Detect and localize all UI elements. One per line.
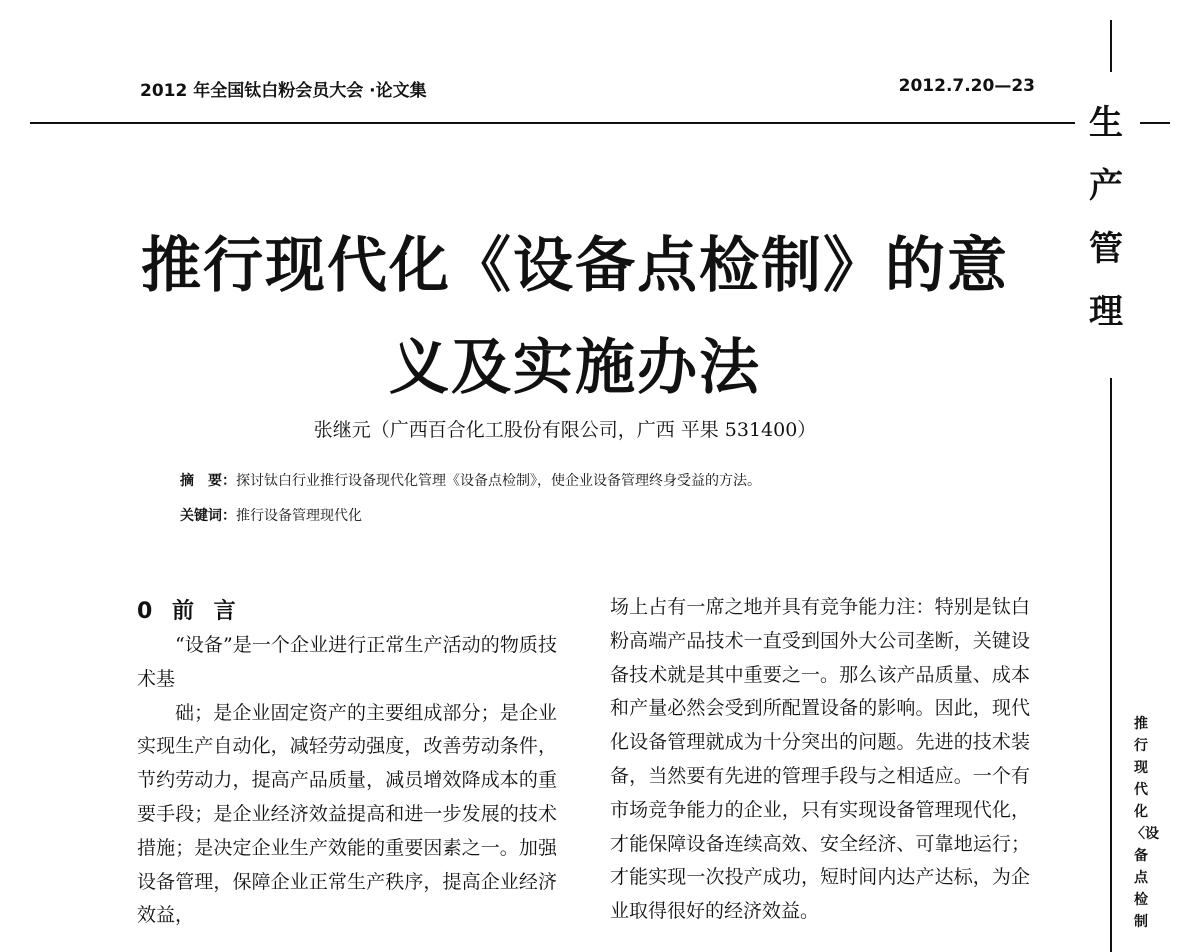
abstract-label: 摘 要：: [180, 473, 236, 489]
author-affiliation: 张继元（广西百合化工股份有限公司，广西 平果 531400）: [313, 419, 817, 441]
running-header-right: 2012.7.20—23: [898, 76, 1035, 96]
body-paragraph: “设备”是一个企业进行正常生产活动的物质技术基: [137, 634, 557, 690]
side-section-label: 生产管理: [1089, 103, 1123, 332]
keywords-text: 推行设备管理现代化: [236, 508, 362, 524]
abstract: [180, 470, 761, 490]
keywords: [180, 505, 362, 525]
header-rule: [30, 122, 1075, 124]
margin-line-bottom: [1110, 378, 1112, 952]
section-heading: 0 前 言: [137, 599, 236, 624]
body-column-left: [137, 629, 557, 933]
body-column-right: [610, 591, 1030, 929]
paper-title-line2: 义及实施办法: [389, 333, 761, 403]
paper-title-line1: 推行现代化《设备点检制》的意: [141, 231, 1009, 301]
body-paragraph: 础；是企业固定资产的主要组成部分；是企业实现生产自动化，减轻劳动强度，改善劳动条件，节约劳动力，提高产品质量，减员增效降成本的重要手段；是企业经济效益提高和进一步发展的技术措施；是决定企业生产效能的重要因素之一。加强设备管理，保障企业正常生产秩序，提高企业经济效益，: [137, 701, 557, 927]
running-header-left: 2012 年全国钛白粉会员大会 ·论文集: [140, 81, 427, 101]
abstract-text: 探讨钛白行业推行设备现代化管理《设备点检制》，使企业设备管理终身受益的方法。: [236, 473, 761, 489]
header-rule-right: [1140, 122, 1170, 124]
body-paragraph: 场上占有一席之地并具有竞争能力注：特别是钛白粉高端产品技术一直受到国外大公司垄断，关键设备技术就是其中重要之一。那么该产品质量、成本和产量必然会受到所配置设备的影响。因此，现代化设备管理就成为十分突出的问题。先进的技术装备，当然要有先进的管理手段与之相适应。一个有市场竞争能力的企业，只有实现设备管理现代化，才能保障设备连续高效、安全经济、可靠地运行；才能实现一次投产成功，短时间内达产达标，为企业取得很好的经济效益。: [610, 596, 1030, 923]
keywords-label: 关键词：: [180, 508, 236, 524]
side-running-title: 推行现代化〈设备点检制: [1131, 716, 1159, 930]
margin-line-top: [1110, 20, 1112, 72]
